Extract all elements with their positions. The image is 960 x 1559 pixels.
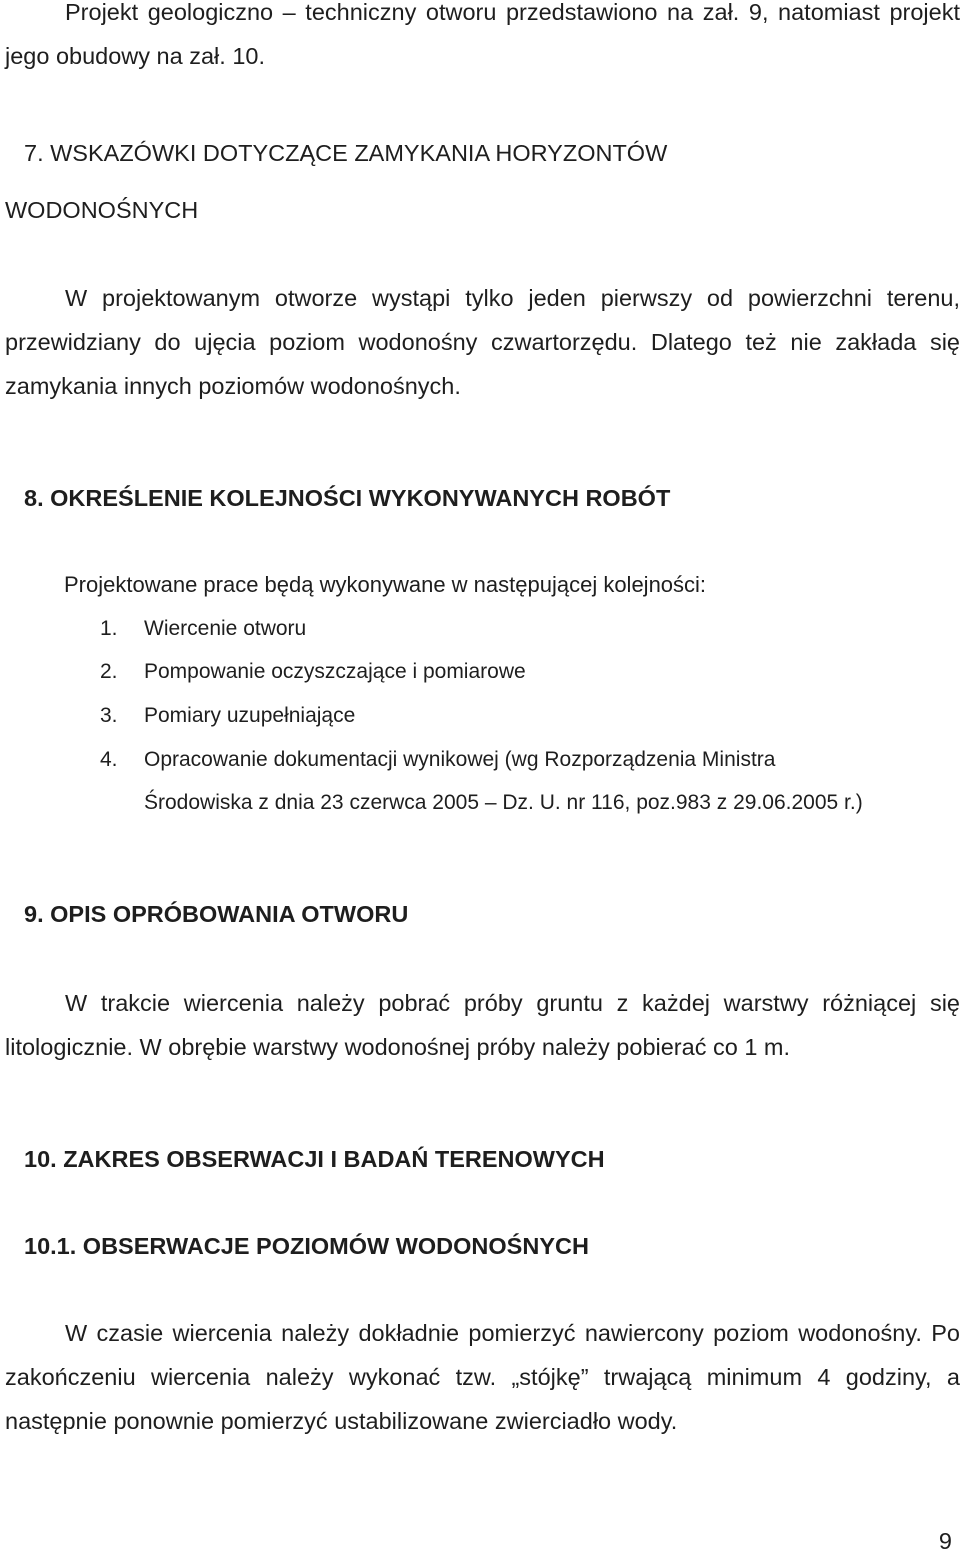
- section-8-heading: 8. OKREŚLENIE KOLEJNOŚCI WYKONYWANYCH ROBÓT: [24, 485, 671, 511]
- list-item-text: Pompowanie oczyszczające i pomiarowe: [144, 660, 526, 683]
- section-7-paragraph: W projektowanym otworze wystąpi tylko jeden pierwszy od powierzchni terenu, przewidziany do ujęcia poziom wodonośny czwartorzędu. Dlatego też nie zakłada się zamykania innych poziomów wodonośnych.: [5, 285, 960, 399]
- section-8-lead: Projektowane prace będą wykonywane w następującej kolejności:: [64, 572, 707, 597]
- intro-paragraph: Projekt geologiczno – techniczny otworu przedstawiono na zał. 9, natomiast projekt jego obudowy na zał. 10.: [5, 0, 960, 69]
- section-7-heading-line1: 7. WSKAZÓWKI DOTYCZĄCE ZAMYKANIA HORYZONTÓW: [24, 140, 668, 166]
- section-10-1-paragraph: W czasie wiercenia należy dokładnie pomierzyć nawiercony poziom wodonośny. Po zakończeniu wiercenia należy wykonać tzw. „stójkę” trwającą minimum 4 godziny, a następnie ponownie pomierzyć ustabilizowane zwierciadło wody.: [5, 1320, 960, 1434]
- list-item-continuation: Środowiska z dnia 23 czerwca 2005 – Dz. U. nr 116, poz.983 z 29.06.2005 r.): [144, 791, 863, 814]
- section-10-heading: 10. ZAKRES OBSERWACJI I BADAŃ TERENOWYCH: [24, 1146, 605, 1172]
- list-item: [100, 738, 775, 782]
- list-item: [100, 694, 355, 738]
- list-item-number: 4.: [100, 748, 118, 771]
- list-item-text: Pomiary uzupełniające: [144, 704, 356, 727]
- section-7-heading-line2: WODONOŚNYCH: [5, 197, 199, 223]
- list-item: [100, 650, 526, 694]
- section-9-heading: 9. OPIS OPRÓBOWANIA OTWORU: [24, 901, 409, 927]
- section-9-paragraph: W trakcie wiercenia należy pobrać próby gruntu z każdej warstwy różniącej się litologicznie. W obrębie warstwy wodonośnej próby należy pobierać co 1 m.: [5, 990, 960, 1060]
- list-item-text: Wiercenie otworu: [144, 617, 307, 640]
- list-item-text: Opracowanie dokumentacji wynikowej (wg Rozporządzenia Ministra: [144, 748, 776, 771]
- list-item-number: 2.: [100, 660, 118, 683]
- list-item-number: 1.: [100, 617, 118, 640]
- section-10-1-subheading: 10.1. OBSERWACJE POZIOMÓW WODONOŚNYCH: [24, 1233, 589, 1259]
- list-item: [100, 607, 306, 651]
- page-number: 9: [938, 1528, 952, 1554]
- list-item-number: 3.: [100, 704, 118, 727]
